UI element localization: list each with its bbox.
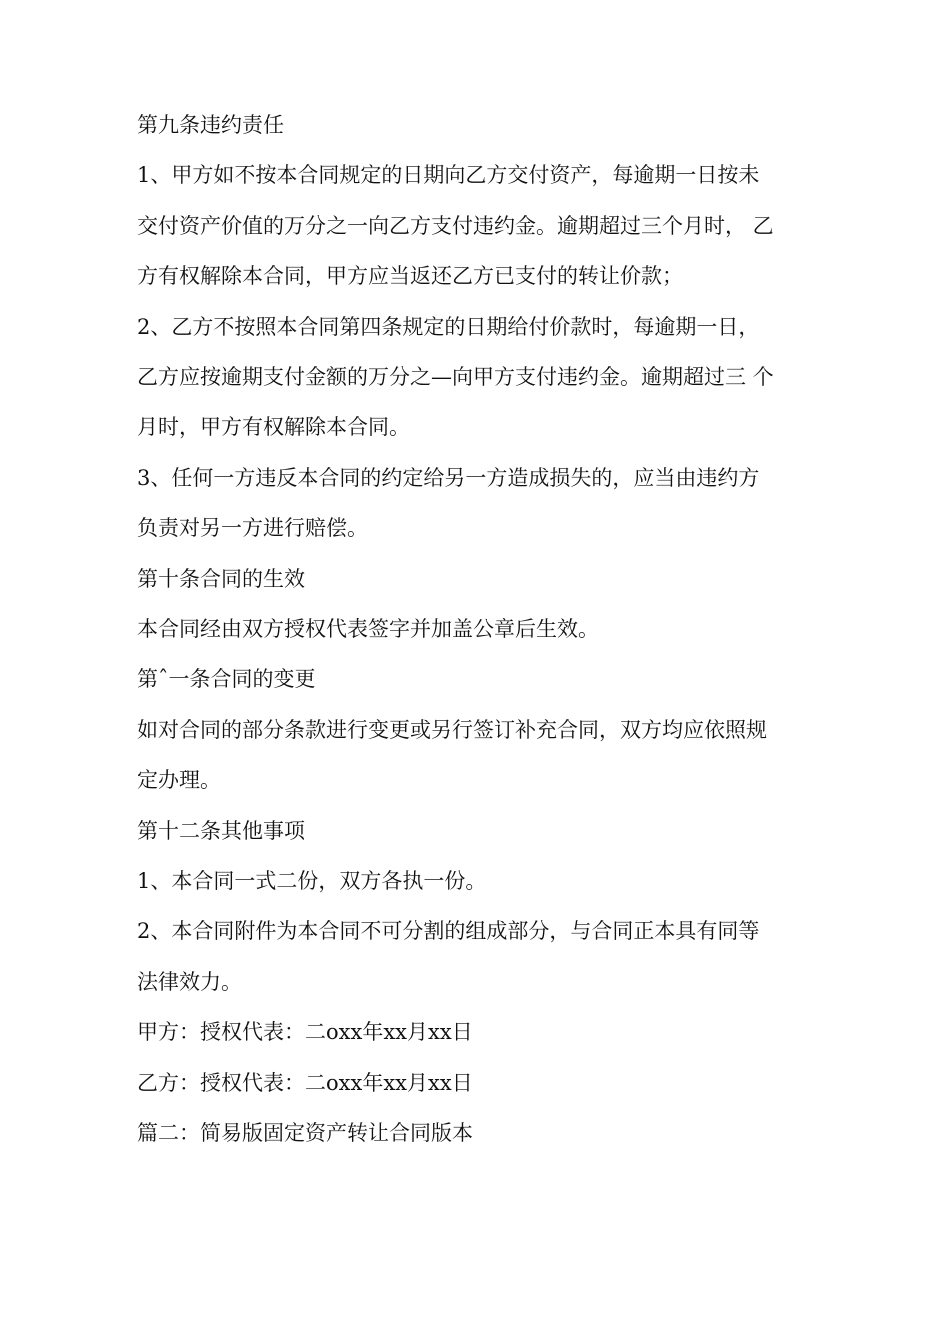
article-11-text-line-1: 如对合同的部分条款进行变更或另行签订补充合同，双方均应依照规 [137, 718, 767, 742]
article-9-heading: 第九条违约责任 [137, 113, 284, 137]
article-11-heading: 第ˆ一条合同的变更 [137, 667, 316, 691]
article-9-clause-2-line-3: 月时，甲方有权解除本合同。 [137, 415, 410, 439]
article-12-clause-2-line-1: 2、本合同附件为本合同不可分割的组成部分，与合同正本具有同等 [137, 919, 760, 943]
party-b-signature-line: 乙方：授权代表：二oxx年xx月xx日 [137, 1071, 473, 1095]
article-9-clause-2-line-2: 乙方应按逾期支付金额的万分之—向甲方支付违约金。逾期超过三 个 [137, 365, 774, 389]
article-10-heading: 第十条合同的生效 [137, 567, 305, 591]
article-11-text-line-2: 定办理。 [137, 768, 221, 792]
article-12-heading: 第十二条其他事项 [137, 819, 305, 843]
article-9-clause-3-line-2: 负责对另一方进行赔偿。 [137, 516, 368, 540]
party-a-signature-line: 甲方：授权代表：二oxx年xx月xx日 [137, 1020, 473, 1044]
article-9-clause-1-line-1: 1、甲方如不按本合同规定的日期向乙方交付资产，每逾期一日按未 [137, 163, 760, 187]
article-9-clause-1-line-2: 交付资产价值的万分之一向乙方支付违约金。逾期超过三个月时， 乙 [137, 214, 774, 238]
article-9-clause-3-line-1: 3、任何一方违反本合同的约定给另一方造成损失的，应当由违约方 [137, 466, 760, 490]
article-10-text: 本合同经由双方授权代表签字并加盖公章后生效。 [137, 617, 599, 641]
next-section-title: 篇二：简易版固定资产转让合同版本 [137, 1121, 473, 1145]
article-9-clause-2-line-1: 2、乙方不按照本合同第四条规定的日期给付价款时，每逾期一日， [137, 315, 760, 339]
article-12-clause-1: 1、本合同一式二份，双方各执一份。 [137, 869, 487, 893]
article-12-clause-2-line-2: 法律效力。 [137, 970, 242, 994]
article-9-clause-1-line-3: 方有权解除本合同，甲方应当返还乙方已支付的转让价款； [137, 264, 683, 288]
